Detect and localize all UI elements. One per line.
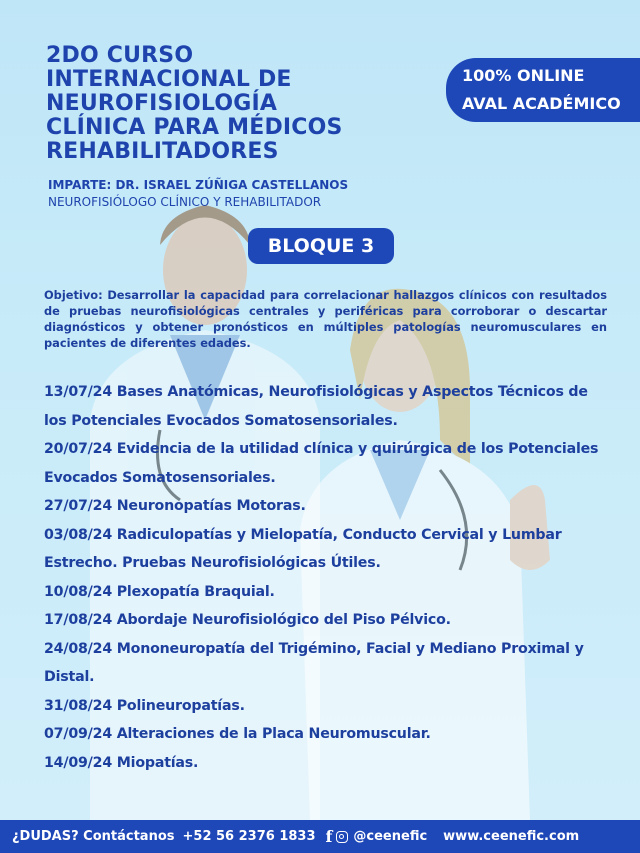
instructor-name: IMPARTE: DR. ISRAEL ZÚÑIGA CASTELLANOS xyxy=(48,178,349,192)
online-badge-line2: AVAL ACADÉMICO xyxy=(462,94,621,113)
schedule-item: 07/09/24 Alteraciones de la Placa Neuromuscular. xyxy=(44,726,431,742)
facebook-icon[interactable]: f xyxy=(325,827,333,846)
schedule-item: 03/08/24 Radiculopatías y Mielopatía, Conducto Cervical y Lumbar Estrecho. Pruebas Neurofisiológicas Útiles. xyxy=(44,526,562,571)
schedule-item: 31/08/24 Polineuropatías. xyxy=(44,697,245,714)
schedule-item: 14/09/24 Miopatías. xyxy=(44,754,199,771)
schedule-item: 10/08/24 Plexopatía Braquial. xyxy=(44,583,275,600)
instructor-role: NEUROFISIÓLOGO CLÍNICO Y REHABILITADOR xyxy=(48,195,322,209)
course-title: 2DO CURSO INTERNACIONAL DE NEUROFISIOLOGÍA CLÍNICA PARA MÉDICOS REHABILITADORES xyxy=(46,43,343,164)
contact-cta: ¿DUDAS? Contáctanos xyxy=(12,829,175,844)
objective-text: Objetivo: Desarrollar la capacidad para correlacionar hallazgos clínicos con resultados de pruebas neurofisiológicas centrales y periféricas para corroborar o descartar diagnósticos y obtener pronósticos en múltiples patologías neuromusculares en pacientes de diferentes edades. xyxy=(44,288,607,350)
online-badge-line1: 100% ONLINE xyxy=(462,66,585,85)
instagram-icon[interactable] xyxy=(336,831,348,843)
schedule-item: 13/07/24 Bases Anatómicas, Neurofisiológicas y Aspectos Técnicos de los Potenciales Evocados Somatosensoriales. xyxy=(44,384,588,429)
social-handle[interactable]: @ceenefic xyxy=(353,829,428,844)
phone-number[interactable]: +52 56 2376 1833 xyxy=(182,829,316,844)
footer-bar xyxy=(0,820,640,853)
schedule-item: 27/07/24 Neuronopatías Motoras. xyxy=(44,498,306,514)
schedule-item: 24/08/24 Mononeuropatía del Trigémino, Facial y Mediano Proximal y Distal. xyxy=(44,640,584,685)
schedule-item: 20/07/24 Evidencia de la utilidad clínica y quirúrgica de los Potenciales Evocados Somatosensoriales. xyxy=(44,441,599,486)
schedule-item: 17/08/24 Abordaje Neurofisiológico del Piso Pélvico. xyxy=(44,612,451,628)
block-badge: BLOQUE 3 xyxy=(248,228,394,264)
schedule-list xyxy=(44,378,614,777)
website-link[interactable]: www.ceenefic.com xyxy=(443,829,580,844)
online-badge xyxy=(446,58,640,122)
